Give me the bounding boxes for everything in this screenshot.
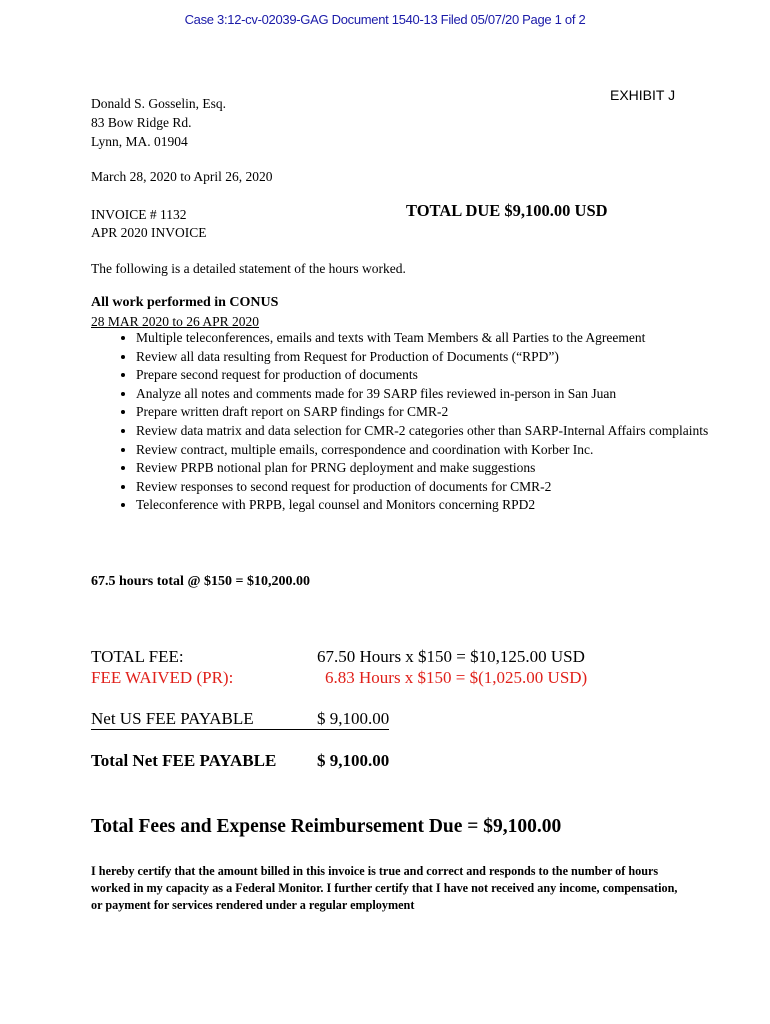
fee-waived-value: 6.83 Hours x $150 = $(1,025.00 USD) (325, 668, 588, 687)
court-filing-stamp: Case 3:12-cv-02039-GAG Document 1540-13 Filed 05/07/20 Page 1 of 2 (184, 12, 586, 27)
task-item: • Prepare written draft report on SARP findings for CMR-2 (136, 403, 736, 422)
task-item: • Review responses to second request for production of documents for CMR-2 (136, 478, 736, 497)
billing-period: March 28, 2020 to April 26, 2020 (91, 169, 273, 184)
task-item: • Review contract, multiple emails, correspondence and coordination with Korber Inc. (136, 441, 736, 460)
certification-text: I hereby certify that the amount billed in this invoice is true and correct and responds to the number of hours worked in my capacity as a Federal Monitor. I further certify that I have not received any income, compensation, or payment for services rendered under a regular employment (91, 864, 678, 912)
task-list (91, 329, 736, 515)
work-heading: All work performed in CONUS (91, 295, 279, 310)
fee-waived-label: FEE WAIVED (PR): (91, 668, 234, 687)
task-item: • Review data matrix and data selection for CMR-2 categories other than SARP-Internal Affairs complaints (136, 422, 736, 441)
task-item: • Multiple teleconferences, emails and texts with Team Members & all Parties to the Agreement (136, 329, 736, 348)
hours-total: 67.5 hours total @ $150 = $10,200.00 (91, 574, 310, 589)
net-us-fee-value: $ 9,100.00 (317, 709, 390, 728)
task-item: • Analyze all notes and comments made for 39 SARP files reviewed in-person in San Juan (136, 385, 736, 404)
sender-street: 83 Bow Ridge Rd. (91, 115, 192, 130)
task-item: • Review PRPB notional plan for PRNG deployment and make suggestions (136, 459, 736, 478)
statement-intro: The following is a detailed statement of the hours worked. (91, 261, 406, 276)
invoice-name: APR 2020 INVOICE (91, 225, 207, 240)
task-item: • Teleconference with PRPB, legal counsel and Monitors concerning RPD2 (136, 496, 736, 515)
exhibit-label: EXHIBIT J (610, 87, 676, 103)
total-fee-label: TOTAL FEE: (91, 647, 184, 666)
task-item: • Review all data resulting from Request for Production of Documents (“RPD”) (136, 348, 736, 367)
total-net-fee-value: $ 9,100.00 (317, 751, 390, 770)
task-item: • Prepare second request for production of documents (136, 366, 736, 385)
total-net-fee-label: Total Net FEE PAYABLE (91, 751, 277, 770)
net-us-fee-label-row (91, 709, 317, 730)
net-us-fee-label: Net US FEE PAYABLE (91, 709, 254, 728)
sender-city: Lynn, MA. 01904 (91, 134, 188, 149)
work-date-range: 28 MAR 2020 to 26 APR 2020 (91, 314, 260, 329)
sender-name: Donald S. Gosselin, Esq. (91, 96, 226, 111)
total-due-heading: TOTAL DUE $9,100.00 USD (406, 201, 608, 220)
invoice-number: INVOICE # 1132 (91, 207, 187, 222)
total-fee-value: 67.50 Hours x $150 = $10,125.00 USD (317, 647, 585, 666)
grand-total: Total Fees and Expense Reimbursement Due = $9,100.00 (91, 816, 562, 837)
